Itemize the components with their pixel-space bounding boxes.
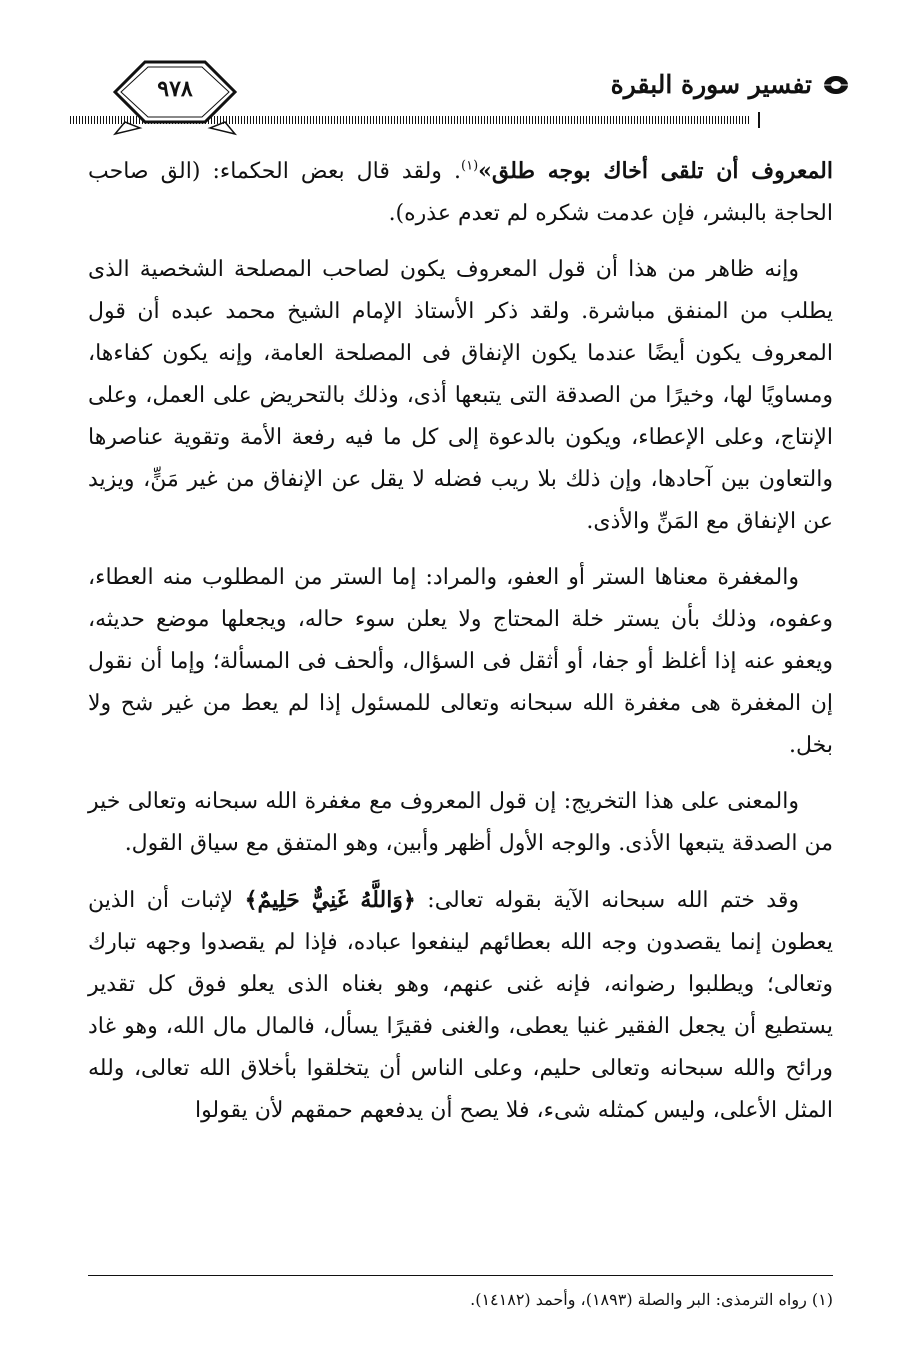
- paragraph-4: والمعنى على هذا التخريج: إن قول المعروف مع مغفرة الله سبحانه وتعالى خير من الصدقة يتبعها الأذى. والوجه الأول أظهر وأبين، وهو المتفق مع سياق القول.: [88, 789, 833, 856]
- flower-ornament-icon: [822, 74, 850, 96]
- running-title-text: تفسير سورة البقرة: [610, 70, 812, 99]
- paragraph-1-text: . ولقد قال بعض الحكماء: (الق صاحب الحاجة بالبشر، فإن عدمت شكره لم تعدم عذره).: [88, 159, 833, 226]
- footnote-divider: [88, 1275, 833, 1276]
- footnote-marker: (١): [461, 158, 479, 174]
- page-body: [88, 150, 833, 1146]
- quran-verse: ﴿وَاللَّهُ غَنِيٌّ حَلِيمٌ﴾: [244, 887, 416, 913]
- paragraph-5-start: وقد ختم الله سبحانه الآية بقوله تعالى:: [427, 888, 800, 913]
- running-title: [611, 70, 850, 99]
- page-number: ٩٧٨: [157, 76, 193, 102]
- paragraph-1: [88, 150, 833, 235]
- paragraph-5: [88, 879, 833, 1132]
- page-header: [70, 60, 850, 150]
- page-number-badge: [105, 52, 245, 142]
- paragraph-3: والمغفرة معناها الستر أو العفو، والمراد: إما الستر من المطلوب منه العطاء، وعفوه، وذلك بأن يستر خلة المحتاج ولا يعلن سوء حاله، ويجعلها موضع حديثه، ويعفو عنه إذا أغلظ أو جفا، أو أثقل فى السؤال، وألحف فى المسألة؛ وإما أن نقول إن المغفرة هى مغفرة الله سبحانه وتعالى للمسئول إذا لم يعط من غير شح ولا بخل.: [88, 565, 833, 758]
- paragraph-2: وإنه ظاهر من هذا أن قول المعروف يكون لصاحب المصلحة الشخصية الذى يطلب من المنفق مباشرة. ولقد ذكر الأستاذ الإمام الشيخ محمد عبده أن قول المعروف يكون أيضًا عندما يكون الإنفاق فى المصلحة العامة، وإنه يكون كفاءها، ومساويًا لها، وخيرًا من الصدقة التى يتبعها أذى، وذلك بالتحريض على العمل، وعلى الإنتاج، وعلى الإعطاء، ويكون بالدعوة إلى كل ما فيه رفعة الأمة وتقوية عناصرها والتعاون بين آحادها، وإن ذلك بلا ريب فضله لا يقل عن الإنفاق من غير مَنٍّ، ويزيد عن الإنفاق مع المَنِّ والأذى.: [88, 257, 833, 534]
- footnote: (١) رواه الترمذى: البر والصلة (١٨٩٣)، وأحمد (١٤١٨٢).: [470, 1290, 833, 1309]
- header-rule-cap: [748, 112, 760, 128]
- paragraph-1-bold-text: المعروف أن تلقى أخاك بوجه طلق»: [478, 158, 833, 184]
- paragraph-5-text: لإثبات أن الذين يعطون إنما يقصدون وجه الله بعطائهم لينفعوا عباده، فإذا لم يقصدوا وجهه تبارك وتعالى؛ ويطلبوا رضوانه، فإنه غنى عنهم، وهو بغناه الذى يعلو فوق كل تقدير يستطيع أن يجعل الفقير غنيا يعطى، والغنى فقيرًا يسأل، فالمال مال الله، وهو غاد ورائح والله سبحانه وتعالى حليم، وعلى الناس أن يتخلقوا بأخلاق الله تعالى، ولله المثل الأعلى، وليس كمثله شىء، فلا يصح أن يدفعهم حمقهم لأن يقولوا: [88, 888, 833, 1123]
